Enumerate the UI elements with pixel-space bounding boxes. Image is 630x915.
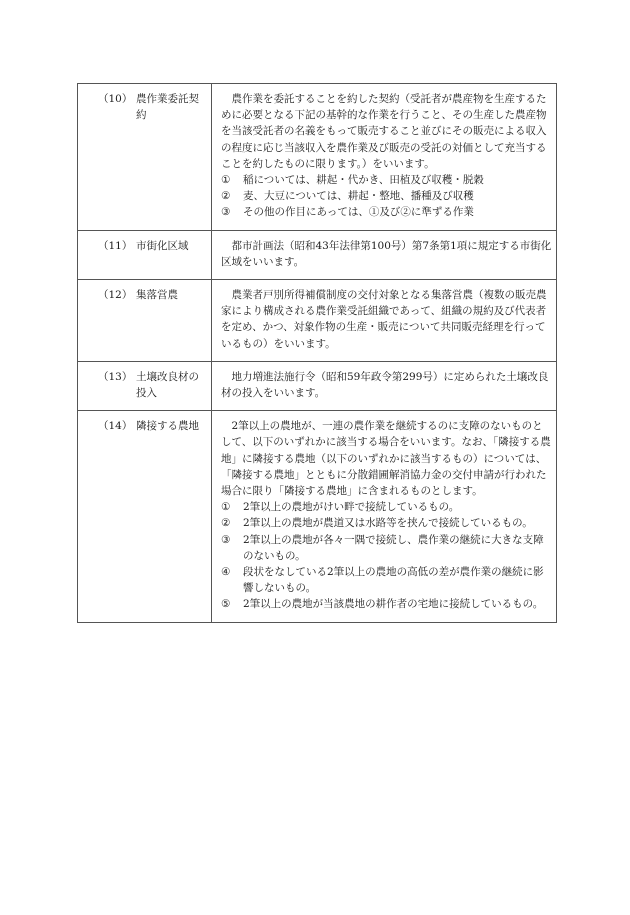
definition-list [221,172,553,221]
list-item [221,515,553,531]
definitions-table [77,83,557,623]
list-item-text: 段状をなしている2筆以上の農地の高低の差が農作業の継続に影響しないもの。 [243,566,544,595]
term-cell [78,280,212,362]
term-number: （12） [98,289,133,302]
term-number: （14） [98,420,133,433]
table-body [78,84,557,623]
term-number: （10） [98,93,133,105]
definition-row [78,84,557,231]
definition-cell [212,361,557,410]
term-label: 集落営農 [136,289,178,302]
list-item [221,532,553,564]
list-item-text: 2筆以上の農地が農道又は水路等を挟んで接続しているもの。 [243,517,533,530]
term-number: （13） [98,370,133,383]
list-item-marker: ③ [221,533,231,546]
term-cell [78,361,212,410]
definition-row [78,280,557,362]
list-item-text: 2筆以上の農地が各々一隅で接続し、農作業の継続に大きな支障のないもの。 [243,533,544,562]
definition-row [78,230,557,279]
list-item-marker: ② [221,517,231,530]
term-number: （11） [98,239,133,252]
list-item [221,172,553,188]
list-item-text: その他の作目にあっては、①及び②に準ずる作業 [243,206,474,219]
term-label: 土壌改良材の投入 [136,370,199,400]
list-item-marker: ④ [221,566,231,579]
definition-text: 農作業を委託することを約した契約（受託者が農産物を生産するために必要となる下記の基幹的な作業を行うこと、その生産した農産物を当該受託者の名義をもって販売すること並びにその販売による収入の程度に応じ当該収入を農作業及び販売の受託の対価として充当することを約したものに限ります。）をいいます。 [221,93,547,170]
term-wrap [82,418,207,434]
list-item [221,564,553,596]
list-item-marker: ① [221,174,231,187]
list-item-text: 2筆以上の農地が当該農地の耕作者の宅地に接続しているもの。 [243,598,544,611]
list-item-marker: ① [221,501,231,514]
list-item-marker: ⑤ [221,598,231,611]
term-cell [78,230,212,279]
list-item [221,499,553,515]
definition-text: 農業者戸別所得補償制度の交付対象となる集落営農（複数の販売農家により構成される農作業受託組織であって、組織の規約及び代表者を定め、かつ、対象作物の生産・販売について共同販売経理を行っているもの）をいいます。 [221,289,547,350]
term-wrap [82,287,207,303]
definition-cell [212,411,557,622]
definition-row [78,411,557,622]
definition-text: 地力増進法施行令（昭和59年政令第299号）に定められた土壌改良材の投入をいいます。 [221,370,549,400]
term-wrap [82,238,207,254]
list-item [221,188,553,204]
definition-cell [212,230,557,279]
list-item-text: 麦、大豆については、耕起・整地、播種及び収穫 [243,190,474,203]
list-item-marker: ② [221,190,231,203]
term-label: 市街化区域 [136,239,189,252]
definition-cell [212,280,557,362]
term-wrap [82,369,207,401]
list-item-marker: ③ [221,206,231,219]
term-label: 隣接する農地 [136,420,199,433]
list-item-text: 2筆以上の農地がけい畔で接続しているもの。 [243,501,460,514]
definition-list [221,499,553,612]
list-item-text: 稲については、耕起・代かき、田植及び収穫・脱穀 [243,174,484,187]
term-cell [78,411,212,622]
definition-cell [212,84,557,231]
list-item [221,596,553,612]
list-item [221,204,553,220]
term-cell [78,84,212,231]
term-wrap [82,91,207,123]
definition-text: 都市計画法（昭和43年法律第100号）第7条第1項に規定する市街化区域をいいます。 [221,239,552,268]
definition-text: 2筆以上の農地が、一連の農作業を継続するのに支障のないものとして、以下のいずれかに該当する場合をいいます。なお、「隣接する農地」に隣接する農地（以下のいずれかに該当するもの）については、「隣接する農地」とともに分散錯圃解消協力金の交付申請が行われた場合に限り「隣接する農地」に含まれるものとします。 [221,420,551,498]
definition-row [78,361,557,410]
term-label: 農作業委託契約 [136,93,199,122]
